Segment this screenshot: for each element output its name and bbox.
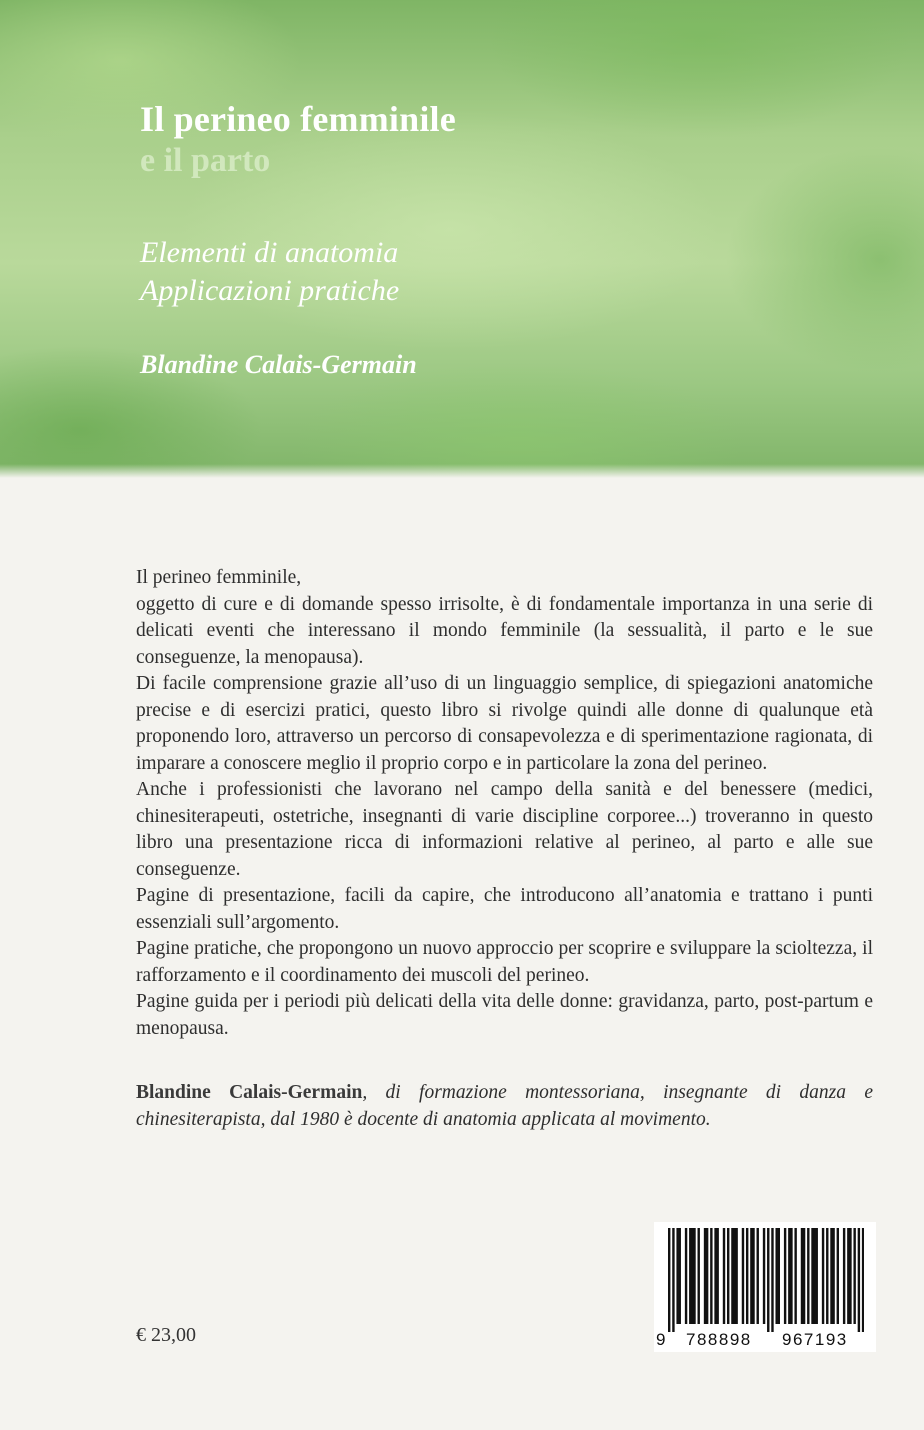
- barcode-bar: [679, 1228, 681, 1324]
- blurb-paragraph: Pagine guida per i periodi più delicati della vita delle donne: gravidanza, parto, post-partum e menopausa.: [136, 991, 873, 1039]
- book-title: Il perineo femminile: [140, 99, 456, 139]
- barcode-bar: [685, 1228, 687, 1324]
- barcode-bar: [862, 1228, 864, 1332]
- barcode-bar: [803, 1228, 805, 1324]
- barcode-bars: [668, 1228, 864, 1332]
- author-bio: [136, 1080, 873, 1133]
- barcode-bar: [843, 1228, 845, 1324]
- barcode-bar: [746, 1228, 748, 1324]
- barcode-bar: [837, 1228, 839, 1324]
- barcode-bar: [784, 1228, 786, 1324]
- barcode-digit-first: 9: [656, 1330, 666, 1349]
- barcode-bar: [698, 1228, 700, 1324]
- barcode-bar: [735, 1228, 737, 1324]
- barcode-bar: [716, 1228, 718, 1324]
- barcode-bar: [775, 1228, 777, 1324]
- tagline-line-1: Elementi di anatomia: [140, 236, 399, 269]
- barcode-bar: [813, 1228, 815, 1324]
- bio-author-name: Blandine Calais-Germain: [136, 1082, 363, 1103]
- bio-text: , di formazione montessoriana, insegnante di danza e chinesiterapista, dal 1980 è docente di anatomia applicata al movimento.: [136, 1082, 873, 1130]
- blurb-paragraph: Anche i professionisti che lavorano nel campo della sanità e del benessere (medici, chinesiterapeuti, ostetriche, insegnanti di varie discipline corporee...) troveranno in questo libro una presentazione ricca di informazioni relative al perineo, al parto e alle sue conseguenze.: [136, 779, 873, 880]
- cover-author: Blandine Calais-Germain: [140, 350, 417, 379]
- price-label: € 23,00: [136, 1324, 196, 1346]
- blurb-paragraph: Pagine di presentazione, facili da capire, che introducono all’anatomia e trattano i punti essenziali sull’argomento.: [136, 885, 873, 933]
- book-tagline: [140, 234, 399, 310]
- barcode-bar: [801, 1228, 803, 1324]
- back-cover-blurb: [136, 565, 873, 1042]
- barcode-bar: [794, 1228, 796, 1324]
- barcode-bar: [853, 1228, 855, 1324]
- blurb-paragraph: Di facile comprensione grazie all’uso di un linguaggio semplice, di spiegazioni anatomiche precise e di esercizi pratici, questo libro si rivolge quindi alle donne di qualunque età proponendo loro, attraverso un percorso di consapevolezza e di sperimentazione ragionata, di imparare a conoscere meglio il proprio corpo e in particolare la zona del perineo.: [136, 673, 873, 774]
- barcode-bar: [826, 1228, 828, 1324]
- barcode-bar: [849, 1228, 851, 1324]
- barcode-bar: [691, 1228, 693, 1324]
- barcode-digits-left: 788898: [686, 1330, 752, 1349]
- barcode-bar: [733, 1228, 735, 1324]
- barcode-bar: [750, 1228, 752, 1324]
- barcode-bar: [710, 1228, 712, 1324]
- barcode-bar: [714, 1228, 716, 1324]
- barcode-bar: [778, 1228, 780, 1324]
- barcode-bar: [847, 1228, 849, 1324]
- barcode-bar: [771, 1228, 773, 1332]
- barcode-bar: [788, 1228, 790, 1324]
- barcode-bar: [822, 1228, 824, 1324]
- blurb-paragraph: Il perineo femminile,: [136, 567, 302, 588]
- barcode-bar: [672, 1228, 674, 1332]
- barcode-bar: [752, 1228, 754, 1324]
- barcode-bar: [689, 1228, 691, 1324]
- isbn-barcode: [654, 1222, 876, 1352]
- barcode-bar: [693, 1228, 695, 1324]
- book-subtitle: e il parto: [140, 142, 271, 179]
- barcode-bar: [790, 1228, 792, 1324]
- barcode-bar: [816, 1228, 818, 1324]
- barcode-bar: [832, 1228, 834, 1324]
- barcode-bar: [706, 1228, 708, 1324]
- barcode-bar: [811, 1228, 813, 1324]
- barcode-bar: [757, 1228, 759, 1324]
- cover-image-band: [0, 0, 924, 478]
- barcode-bar: [668, 1228, 670, 1332]
- tagline-line-2: Applicazioni pratiche: [140, 274, 400, 307]
- barcode-bar: [763, 1228, 765, 1324]
- blurb-paragraph: Pagine pratiche, che propongono un nuovo approccio per scoprire e sviluppare la scioltezza, il rafforzamento e il coordinamento dei muscoli del perineo.: [136, 938, 873, 986]
- barcode-bar: [727, 1228, 729, 1324]
- barcode-digits-right: 967193: [782, 1330, 848, 1349]
- barcode-bar: [704, 1228, 706, 1324]
- barcode-bar: [807, 1228, 809, 1324]
- barcode-bar: [731, 1228, 733, 1324]
- barcode-bar: [830, 1228, 832, 1324]
- barcode-bar: [767, 1228, 769, 1332]
- barcode-bar: [723, 1228, 725, 1324]
- blurb-paragraph: oggetto di cure e di domande spesso irrisolte, è di fondamentale importanza in una serie di delicati eventi che interessano il mondo femminile (la sessualità, il parto e le sue conseguenze, la menopausa).: [136, 593, 873, 668]
- barcode-bar: [676, 1228, 678, 1324]
- barcode-bar: [742, 1228, 744, 1324]
- barcode-bar: [858, 1228, 860, 1332]
